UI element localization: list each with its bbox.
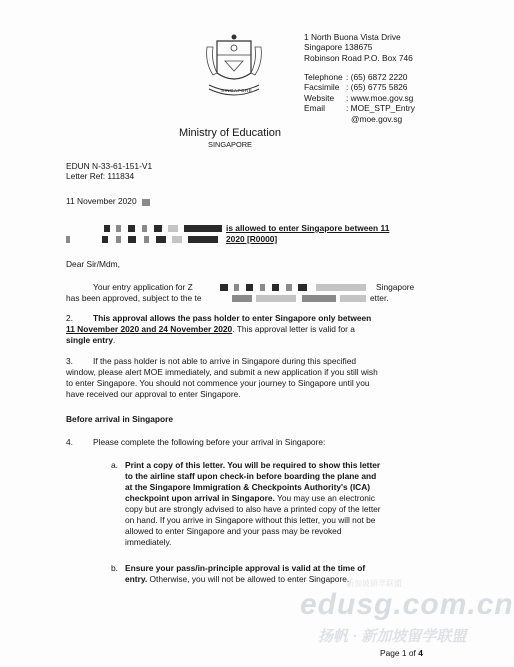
redaction-mark	[66, 236, 70, 243]
ministry-name: Ministry of Education	[178, 127, 282, 139]
redaction-mark	[260, 284, 265, 291]
watermark-small: 新加坡留学联盟	[346, 579, 402, 588]
subject-line-1: is allowed to enter Singapore between 11	[226, 223, 390, 233]
redaction-mark	[154, 225, 162, 232]
watermark-main: edusg.com.cn	[300, 588, 514, 621]
reference-block	[66, 161, 152, 182]
para1-redaction	[220, 284, 370, 292]
letter-date: 11 November 2020	[66, 196, 137, 206]
item-a-line5: copy but are strongly advised to also have a printed copy of the letter	[125, 504, 381, 514]
para1-line2-end: etter.	[370, 293, 389, 303]
contact-email	[304, 103, 415, 113]
redaction-mark	[246, 284, 253, 291]
contact-label: Website	[304, 92, 335, 103]
address-line-1: 1 North Buona Vista Drive	[304, 32, 401, 42]
para3-line4: have received our approval to enter Singapore.	[66, 389, 241, 399]
redaction-mark	[142, 199, 150, 206]
para1-line1-start: Your entry application for Z	[93, 282, 193, 292]
item-a-line3: at the Singapore Immigration & Checkpoints Authority's (ICA)	[125, 482, 371, 492]
item-b-line2-bold: entry.	[125, 574, 148, 584]
item-a-line2: to the airline staff upon check-in before boarding the plane and	[125, 471, 377, 481]
redaction-mark	[256, 295, 296, 302]
contact-label: Facsimile	[304, 82, 340, 93]
item-a-label: a.	[111, 460, 118, 470]
letter-reference: Letter Ref: 111834	[66, 171, 135, 182]
redaction-mark	[156, 236, 166, 243]
contact-email-continued: @moe.gov.sg	[351, 113, 403, 124]
redaction-mark	[104, 225, 110, 232]
para4-number: 4.	[66, 437, 73, 447]
redaction-mark	[316, 284, 366, 291]
para1-redaction-2	[232, 295, 372, 303]
para4-text: Please complete the following before your arrival in Singapore:	[93, 437, 326, 447]
redaction-mark	[116, 236, 121, 243]
redaction-mark	[220, 284, 228, 291]
para2-dates: 11 November 2020 and 24 November 2020	[66, 324, 233, 334]
contact-value: : (65) 6872 2220	[346, 72, 408, 82]
contact-label: Email	[304, 103, 325, 114]
item-a-line8: immediately.	[125, 537, 172, 547]
redaction-mark	[234, 284, 239, 291]
edun-reference: EDUN N-33-61-151-V1	[66, 161, 153, 171]
page-number	[380, 648, 423, 658]
item-b-line2-rest: Otherwise, you will not be allowed to enter Singapore.	[147, 574, 350, 584]
item-a-line7: allowed to enter Singapore and your pass may be revoked	[125, 526, 342, 536]
para3-line2: window, please alert MOE immediately, and submit a new application if you still wish	[66, 367, 378, 377]
redaction-mark	[144, 236, 149, 243]
para2-bold-1: This approval allows the pass holder to enter Singapore only between	[93, 313, 372, 323]
redaction-mark	[184, 225, 222, 232]
para3-line3: to enter Singapore. You should not commence your journey to Singapore until you	[66, 378, 370, 388]
redaction-mark	[340, 295, 366, 302]
item-b-line1: Ensure your pass/in-principle approval is valid at the time of	[125, 563, 366, 573]
redaction-mark	[102, 236, 108, 243]
ministry-heading	[160, 127, 300, 149]
item-b-line2	[125, 574, 349, 584]
redaction-mark	[168, 225, 178, 232]
singapore-crest-logo	[203, 33, 265, 103]
contact-value: : (65) 6775 5826	[346, 82, 408, 93]
item-a-line6: on hand. If you arrive in Singapore without this letter, you will not be	[125, 515, 376, 525]
item-a-line4-rest: You may use an electronic	[274, 493, 375, 503]
redaction-mark	[142, 225, 147, 232]
para2-line3	[66, 335, 115, 345]
redaction-mark	[188, 236, 218, 243]
contact-label: Telephone	[304, 72, 343, 82]
para2-line2	[66, 324, 355, 334]
item-a-line4	[125, 493, 375, 503]
subject-redaction	[66, 222, 226, 244]
para2-number: 2.	[66, 313, 73, 323]
item-b-label: b.	[111, 563, 118, 573]
contact-value: : MOE_STP_Entry	[346, 103, 415, 114]
para3-number: 3.	[66, 356, 73, 366]
item-a-line1: Print a copy of this letter. You will be required to show this letter	[125, 460, 381, 470]
address-block	[304, 32, 413, 63]
contact-value: : www.moe.gov.sg	[346, 92, 414, 103]
page-number-total: 4	[418, 648, 423, 658]
section-heading: Before arrival in Singapore	[66, 414, 174, 424]
item-a-line4-bold: checkpoint upon arrival in Singapore.	[125, 493, 275, 503]
redaction-mark	[172, 236, 182, 243]
redaction-mark	[302, 295, 336, 302]
para2-end: .	[113, 335, 116, 345]
para3-line1: If the pass holder is not able to arrive in Singapore during this specified	[93, 356, 357, 366]
address-line-2: Singapore 138675	[304, 42, 373, 53]
redaction-mark	[286, 284, 292, 291]
para1-line1-end: Singapore	[376, 282, 415, 292]
page-number-prefix: Page 1 of	[380, 648, 419, 658]
para2-rest: . This approval letter is valid for a	[232, 324, 355, 334]
redaction-mark	[298, 284, 307, 291]
contact-facsimile	[304, 82, 415, 92]
contact-telephone	[304, 72, 415, 82]
redaction-mark	[128, 225, 135, 232]
para2-single-entry: single entry	[66, 335, 114, 345]
redaction-mark	[232, 295, 252, 302]
salutation: Dear Sir/Mdm,	[66, 259, 120, 269]
subject-line-2: 2020 [R0000]	[226, 234, 278, 244]
redaction-mark	[128, 236, 136, 243]
address-line-3: Robinson Road P.O. Box 746	[304, 52, 413, 63]
crest-banner-text: SINGAPORE	[221, 88, 253, 93]
contact-website	[304, 93, 415, 103]
contact-block	[304, 72, 415, 124]
para1-line2-start: has been approved, subject to the te	[66, 293, 202, 303]
ministry-country: SINGAPORE	[208, 140, 252, 149]
redaction-mark	[116, 225, 121, 232]
watermark-sub: 扬帆 · 新加坡留学联盟	[318, 628, 467, 645]
redaction-mark	[272, 284, 279, 291]
